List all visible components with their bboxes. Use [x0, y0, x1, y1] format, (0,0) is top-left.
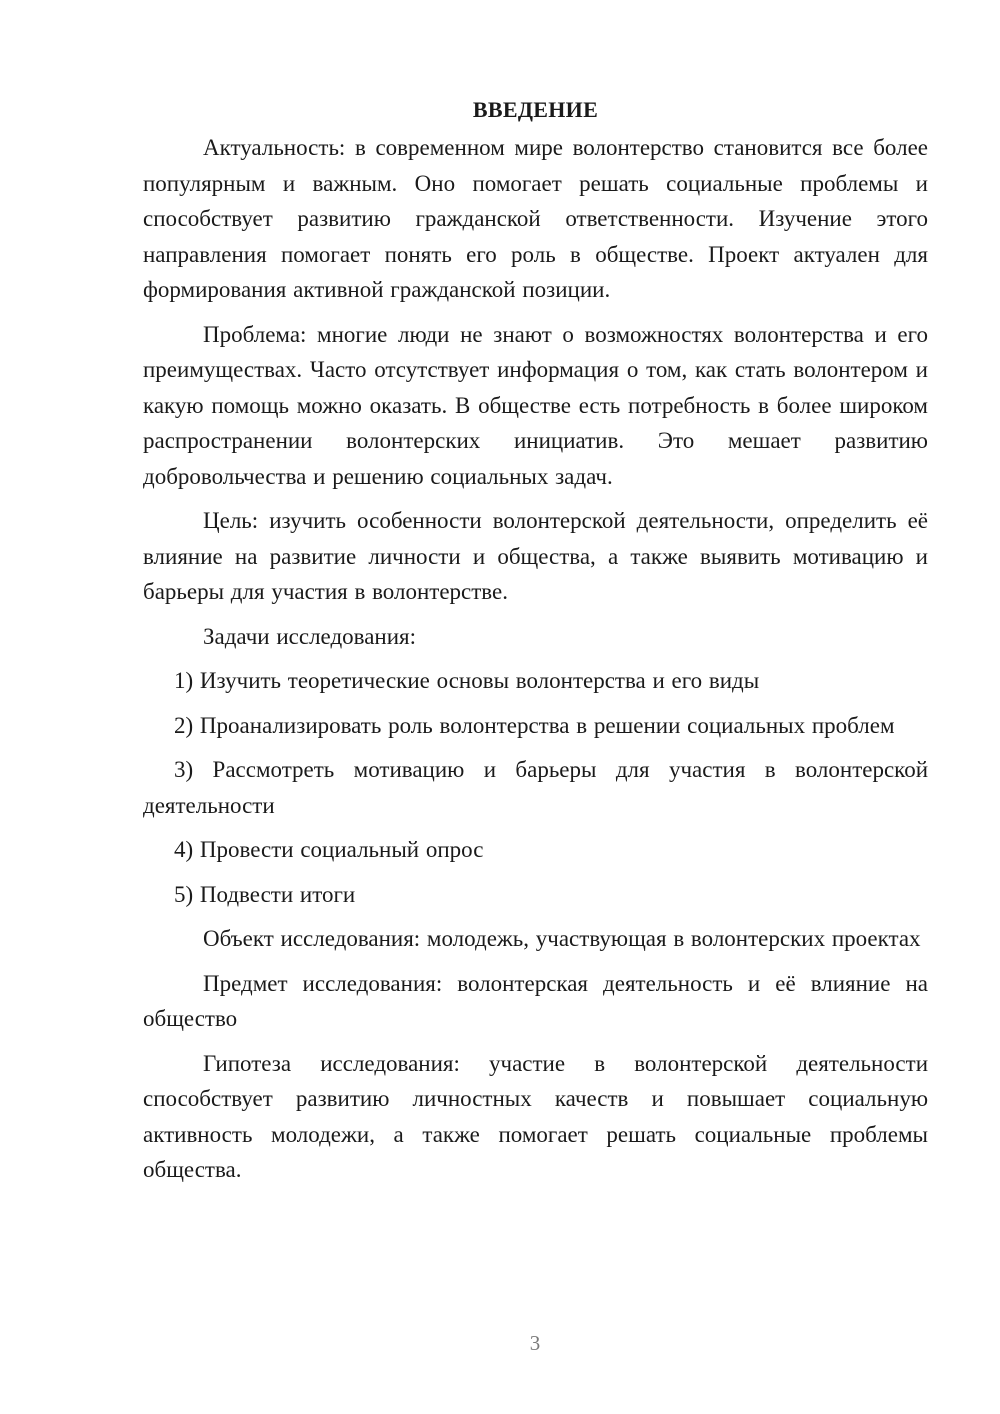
object-paragraph: Объект исследования: молодежь, участвующая в волонтерских проектах	[203, 926, 921, 951]
problem-paragraph: Проблема: многие люди не знают о возможностях волонтерства и его преимуществах. Часто отсутствует информация о том, как стать волонтером и какую помощь можно оказать. В обществе есть потребность в более широком распространении волонтерских инициатив. Это мешает развитию добровольчества и решению социальных задач.	[143, 321, 928, 489]
tasks-heading: Задачи исследования:	[203, 623, 417, 649]
page-number: 3	[529, 1331, 541, 1355]
page-title: ВВЕДЕНИЕ	[472, 97, 599, 122]
hypothesis-paragraph: Гипотеза исследования: участие в волонтерской деятельности способствует развитию личностных качеств и повышает социальную активность молодежи, а также помогает решать социальные проблемы общества.	[143, 1050, 928, 1182]
subject-paragraph: Предмет исследования: волонтерская деятельность и её влияние на общество	[143, 970, 928, 1031]
task-item: 4) Провести социальный опрос	[174, 837, 484, 862]
page-body	[143, 92, 928, 1197]
relevance-paragraph: Актуальность: в современном мире волонтерство становится все более популярным и важным. Оно помогает решать социальные проблемы и способствует развитию гражданской ответственности. Изучение этого направления помогает понять его роль в обществе. Проект актуален для формирования активной гражданской позиции.	[143, 135, 928, 302]
task-item: 5) Подвести итоги	[174, 881, 356, 907]
task-item: 3) Рассмотреть мотивацию и барьеры для участия в волонтерской деятельности	[143, 757, 928, 818]
task-item: 2) Проанализировать роль волонтерства в решении социальных проблем	[174, 712, 895, 738]
task-item: 1) Изучить теоретические основы волонтерства и его виды	[174, 668, 760, 693]
goal-paragraph: Цель: изучить особенности волонтерской деятельности, определить её влияние на развитие личности и общества, а также выявить мотивацию и барьеры для участия в волонтерстве.	[143, 508, 928, 604]
